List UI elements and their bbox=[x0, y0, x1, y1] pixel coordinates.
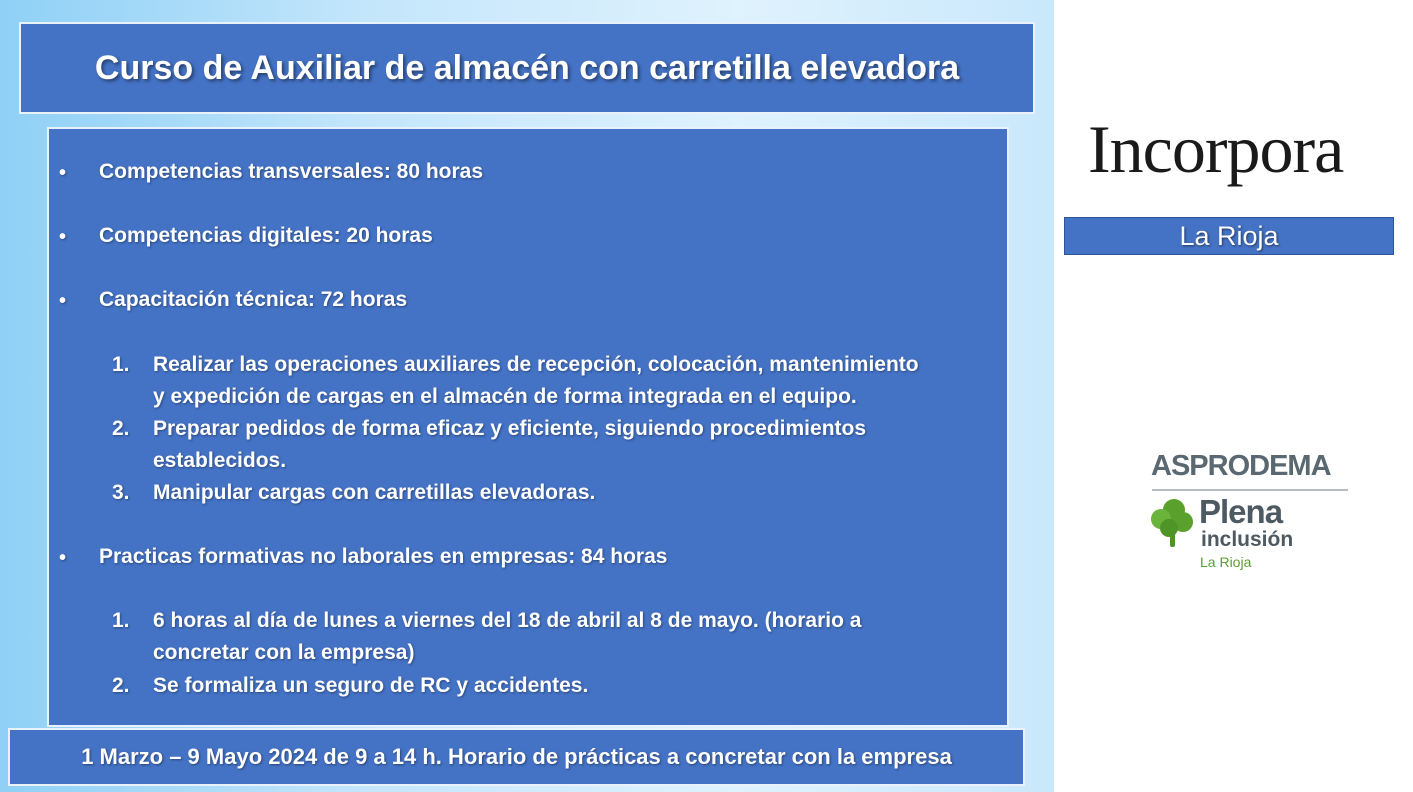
bullet-item-digitales: Competencias digitales: 20 horas bbox=[99, 224, 433, 247]
list-item-line: concretar con la empresa) bbox=[153, 641, 415, 664]
list-item-line: Se formaliza un seguro de RC y accidentes. bbox=[153, 674, 589, 697]
bullet-marker: • bbox=[59, 290, 67, 312]
list-item-line: Realizar las operaciones auxiliares de recepción, colocación, mantenimiento bbox=[153, 353, 919, 376]
list-item-line: y expedición de cargas en el almacén de forma integrada en el equipo. bbox=[153, 385, 857, 408]
schedule-text: 1 Marzo – 9 Mayo 2024 de 9 a 14 h. Horario de prácticas a concretar con la empresa bbox=[81, 744, 952, 769]
list-item-line: Manipular cargas con carretillas elevadoras. bbox=[153, 481, 596, 504]
list-item-line: Preparar pedidos de forma eficaz y eficiente, siguiendo procedimientos bbox=[153, 417, 867, 440]
title-banner bbox=[19, 22, 1035, 114]
incorpora-logo-rest: corpora bbox=[1142, 111, 1344, 187]
bullet-item-transversales: Competencias transversales: 80 horas bbox=[99, 160, 484, 183]
region-bar bbox=[1064, 217, 1394, 255]
list-number: 1. bbox=[112, 353, 130, 376]
list-number: 1. bbox=[112, 609, 130, 632]
bullet-item-practicas: Practicas formativas no laborales en empresas: 84 horas bbox=[99, 545, 668, 568]
bullet-marker: • bbox=[59, 226, 67, 248]
plena-logo-text: Plena bbox=[1199, 493, 1283, 530]
bullet-item-tecnica: Capacitación técnica: 72 horas bbox=[99, 288, 408, 311]
list-number: 2. bbox=[112, 674, 130, 697]
bullet-marker: • bbox=[59, 162, 67, 184]
schedule-banner bbox=[8, 728, 1025, 786]
clover-icon bbox=[1150, 497, 1196, 549]
logo-region-text: La Rioja bbox=[1200, 554, 1252, 570]
list-number: 3. bbox=[112, 481, 130, 504]
bullet-marker: • bbox=[59, 547, 67, 569]
inclusion-logo-text: inclusión bbox=[1201, 528, 1294, 551]
asprodema-logo-text: ASPRODEMA bbox=[1151, 450, 1331, 482]
incorpora-logo-prefix: In bbox=[1088, 111, 1143, 187]
logo-divider bbox=[1152, 489, 1348, 491]
region-label: La Rioja bbox=[1179, 220, 1279, 251]
list-item-line: establecidos. bbox=[153, 449, 287, 472]
list-number: 2. bbox=[112, 417, 130, 440]
incorpora-logo bbox=[1088, 110, 1378, 189]
slide-title: Curso de Auxiliar de almacén con carretilla elevadora bbox=[94, 48, 960, 87]
list-item-line: 6 horas al día de lunes a viernes del 18 de abril al 8 de mayo. (horario a bbox=[153, 609, 862, 632]
content-panel bbox=[47, 127, 1009, 727]
